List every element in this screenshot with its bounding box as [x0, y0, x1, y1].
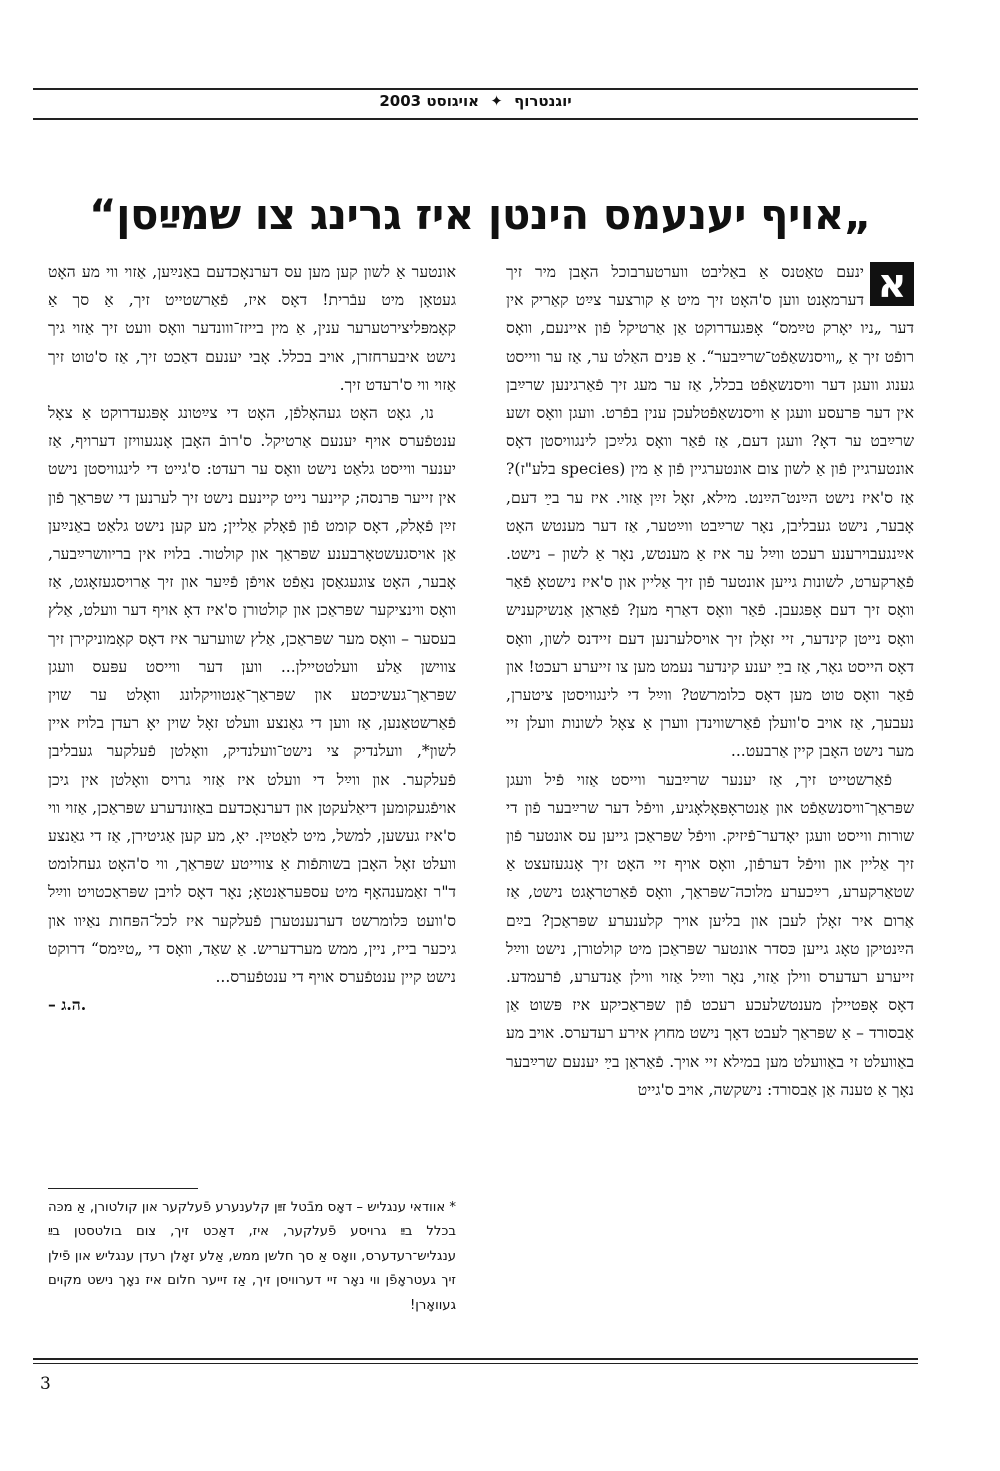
page-number: 3	[40, 1374, 51, 1394]
article-title: „אויף יענעמס הינטן איז גרינג צו שמײַסן“	[89, 190, 871, 239]
paragraph: אונטער אַ לשון קען מען עס דערנאָכדעם באַנײַען, אַזוי ווי מע האָט געטאָן מיט עבֿרית! דאָס איז, פֿאַרשטייט זיך, אַ סך אַ קאָמפּליצירטערער ענין, אַ מין בייזז־ווונדער וואָס וועט זיך אַזוי גיך נישט איבערחזרן, אויב בכלל. אָבי יענעם דאַכט זיך, אַז ס'טוט זיך אַזוי ווי ס'רעדט זיך.	[48, 263, 456, 394]
author-signature: – ה.ג.	[48, 995, 87, 1015]
article-column-right	[506, 258, 914, 1118]
issue-date: אויגוסט 2003	[379, 92, 480, 110]
footer-rule-bottom	[33, 1363, 918, 1364]
paragraph: פֿאַרשטייט זיך, אַז יענער שרײַבער ווייסט אַזוי פֿיל וועגן שפּראַך־וויסנשאַפֿט און אַנטראָפּאָלאָגיע, וויפֿל דער שרײַבער פֿון די שורות ווייסט וועגן יאָדער־פֿיזיק. וויפֿל שפּראַכן גייען עס אונטער פֿון זיך אַליין און וויפֿל דערפֿון, וואָס אויף זיי האָט זיך אָנגעזעצט אַ שטאַרקערע, רײַכערע מלוכה־שפּראַך, וואָס פֿאַרטראָגט נישט, אַז אַרום איר זאָלן לעבן און בליען אויך קלענערע שפּראַכן? בײַם הײַנטיקן טאָג גייען כּסדר אונטער שפּראַכן מיט קולטורן, נישט ווײַל זייערע רעדערס ווילן אַזוי, נאָר ווײַל אַזוי ווילן אַנדערע, פֿרעמדע. דאָס אָפּטיילן מענטשלעכע רעכט פֿון שפּראַכיקע איז פּשוט אַן אַבסורד – אַ שפּראַך לעבט דאָך נישט מחוץ אירע רעדערס. אויב מע באַוועלט זי באַוועלט מען במילא זיי אויך. פֿאַראַן בײַ יענעם שרײַבער נאָך אַ טענה אַן אַבסורד: נישקשה, אויב ס'גייט	[506, 770, 914, 1099]
header-top-rule	[33, 88, 918, 90]
separator-star-icon: ✦	[490, 92, 503, 110]
magazine-name: יוגנטרוף	[514, 92, 572, 110]
paragraph: נו, גאָט האָט געהאָלפֿן, האָט די צײַטונג אָפּגעדרוקט אַ צאָל ענטפֿערס אויף יענעם אַרטיקל. ס'רובֿ האָבן אָנגעוויזן דערויף, אַז יענער ווייסט גלאַט נישט וואָס ער רעדט: ס'גייט די לינגוויסטן נישט אין זייער פּרנסה; קיינער נייט קיינעם נישט זיך לערנען די שפּראַך פֿון זײַן פֿאָלק, דאָס קומט פֿון פֿאָלק אַליין; מע קען נישט גלאַט באַנײַען אַן אויסגעשטאָרבענע שפּראַך און קולטור. בלויז אין בריוושרײַבער, אָבער, האָט צוגעגאַסן נאַפֿט אויפֿן פֿײַער און זיך אַרויסגעזאָגט, אַז וואָס ווינציקער שפּראַכן און קולטורן ס'איז דאָ אויף דער וועלט, אַלץ בעסער – וואָס מער שפּראַכן, אַלץ שווערער איז דאָס קאָמוניקירן זיך צווישן אַלע וועלטטיילן... ווען דער ווייסט עפּעס וועגן שפּראַך־געשיכטע און שפּראַך־אַנטוויקלונג וואָלט ער שוין פֿאַרשטאַנען, אַז ווען די גאַנצע וועלט זאָל שוין יאָ רעדן בלויז איין לשון*, וועלנדיק צי נישט־וועלנדיק, וואָלטן פֿעלקער געבליבן פֿעלקער. און ווײַל די וועלט איז אַזוי גרויס וואָלטן אין גיכן אויפֿגעקומען דיאַלעקטן און דערנאָכדעם באַזונדערע שפּראַכן, אַזוי ווי ס'איז געשען, למשל, מיט לאַטײַן. יאָ, מע קען אַגיטירן, אַז די גאַנצע וועלט זאָל האָבן בשותּפֿות אַ צווייטע שפּראַך, ווי ס'האָט געחלומט ד"ר זאַמענהאָף מיט עספּעראַנטאָ; נאָר דאָס לויבן שפּראַכטויט ווײַל ס'וועט כּלומרשט דערנענטערן פֿעלקער איז לכל־הפּחות נאַיוו און גיכער בייז, ניין, ממש מערדעריש. אַ שאַד, וואָס די „טײַמס“ דרוקט נישט קיין ענטפֿערס אויף די ענטפֿערס...	[48, 404, 456, 987]
footnote-marker: *	[449, 1200, 456, 1215]
footnote-text: אוודאי ענגליש – דאָס מבֿטל זײַן קלענערע פֿעלקער און קולטורן, אַ מכּה בכלל בײַ גרויסע פֿעלקער, איז, דאַכט זיך, צום בולטסטן בײַ ענגליש־רעדערס, וואָס אַ סך חלשן ממש, אַלע זאָלן רעדן ענגליש און פֿילן זיך געטראָפֿן ווי נאָר זיי דערוויסן זיך, אַז זייער חלום איז נאָך נישט מקוים געוואָרן!	[48, 1200, 456, 1313]
footer-rule-top	[33, 1358, 918, 1360]
paragraph: ינעם טאַטנס אַ באַליבט ווערטערבוכל האָבן מיר זיך דערמאָנט ווען ס'האָט זיך מיט אַ קורצער צײַט קאַריק אין דער „ניו יאָרק טײַמס“ אָפּגעדרוקט אַן אַרטיקל פֿון איינעם, וואָס רופֿט זיך אַ „וויסנשאַפֿט־שרײַבער“. אַ פּנים האַלט ער, אַז ער ווייסט גענוג וועגן דער וויסנשאַפֿט בכלל, אַז ער מעג זיך פֿאַרגינען שרײַבן אין דער פּרעסע וועגן אַ וויסנשאַפֿטלעכן ענין בפֿרט. וועגן וואָס זשע שרײַבט ער דאָ? וועגן דעם, אַז פֿאַר וואָס גלײַכן לינגוויסטן דאָס אונטערגיין פֿון אַ לשון צום אונטערגיין פֿון אַ מין (species בלע"ז)? אַז ס'איז נישט הײַנט־הײַנט. מילא, זאָל זײַן אַזוי. איז ער בײַ דעם, אָבער, נישט געבליבן, נאָר שרײַבט ווײַטער, אַז דער מענטש האָט אײַנגעבוירענע רעכט ווײַל ער איז אַ מענטש, נאָר אַ לשון – נישט. פֿאַרקערט, לשונות גייען אונטער פֿון זיך אַליין און ס'איז נישטאָ פֿאַר וואָס זיך דעם אָפּגעבן. פֿאַר וואָס דאַרף מען? פֿאַראַן אַנשיקעניש וואָס נייטן קינדער, זיי זאָלן זיך אויסלערנען דעם זיידנס לשון, וואָס דאָס הייסט גאָר, אַז בײַ יענע קינדער נעמט מען צו זייערע רעכט! און פֿאַר וואָס טוט מען דאָס כלומרשט? ווײַל די לינגוויסטן ציטערן, נעבעך, אַז אויב ס'וועלן פֿאַרשווינדן ווערן אַ צאָל לשונות וועלן זיי מער נישט האָבן קיין אַרבעט...	[506, 263, 914, 761]
drop-cap: א	[870, 262, 914, 306]
footnote-rule	[48, 1188, 198, 1189]
footnote	[48, 1196, 456, 1318]
running-header	[33, 92, 918, 116]
article-column-left	[48, 258, 456, 1138]
header-bottom-rule	[33, 118, 918, 120]
